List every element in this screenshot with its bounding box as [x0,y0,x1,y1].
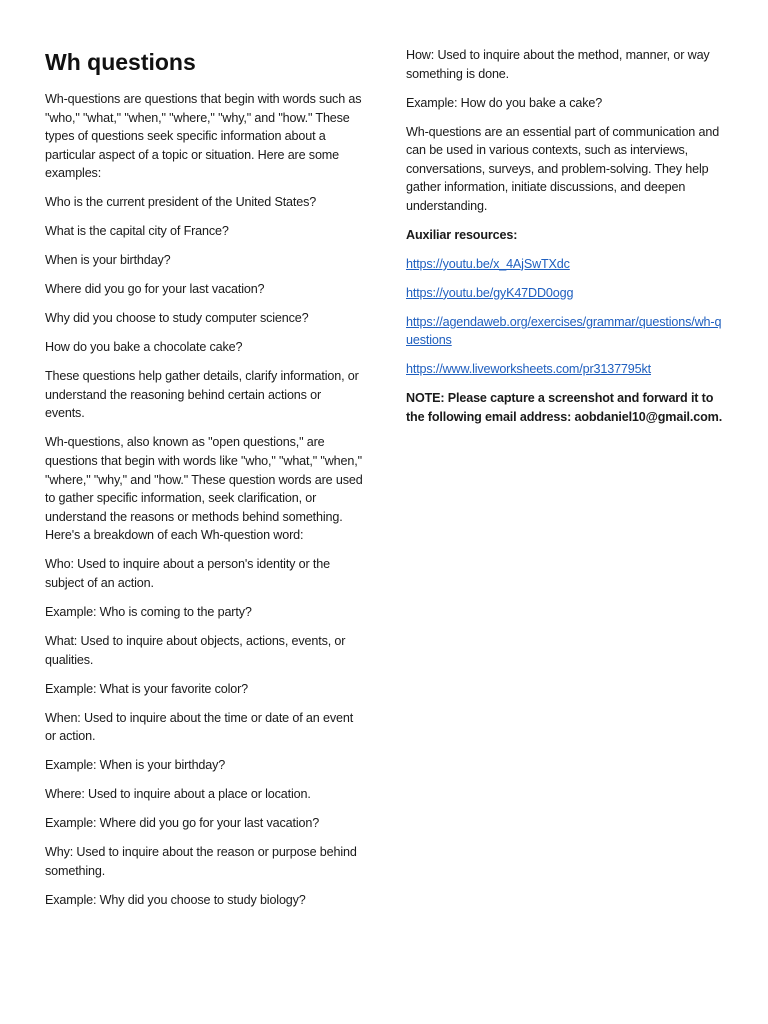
where-example: Example: Where did you go for your last vacation? [45,816,320,831]
how-example: Example: How do you bake a cake? [406,95,603,110]
where-definition: Where: Used to inquire about a place or location. [45,787,311,802]
resource-link-liveworksheets[interactable]: https://www.liveworksheets.com/pr3137795kt [406,362,651,377]
example-question: What is the capital city of France? [45,224,229,239]
page-title: Wh questions [45,49,196,75]
how-definition: How: Used to inquire about the method, manner, or way something is done. [406,48,710,81]
what-example: Example: What is your favorite color? [45,681,249,696]
when-definition: When: Used to inquire about the time or date of an event or action. [45,710,354,744]
intro-paragraph: Wh-questions are questions that begin with words such as "who," "what," "when," "where," "why," and "how." These types of questions seek specific information about a particular aspect of a topic or situation. Here are some examples: [45,92,362,181]
conclusion-paragraph: Wh-questions are an essential part of communication and can be used in various contexts, such as interviews, conversations, surveys, and problem-solving. They help gather information, initiate discussions, and deepen understanding. [406,124,720,213]
resource-item [406,284,726,303]
what-definition: What: Used to inquire about objects, actions, events, or qualities. [45,633,346,667]
right-column [406,46,726,437]
resource-item [406,313,726,350]
resource-link-youtube-1[interactable]: https://youtu.be/x_4AjSwTXdc [406,256,570,271]
example-question: Who is the current president of the United States? [45,195,317,210]
open-questions-paragraph: Wh-questions, also known as "open questions," are questions that begin with words like "who," "what," "when," "where," "why," and "how." These question words are used to gather specific information, seek clarification, or understand the reasons or methods behind something. Here's a breakdown of each Wh-question word: [45,435,363,543]
who-definition: Who: Used to inquire about a person's identity or the subject of an action. [45,557,330,590]
who-example: Example: Who is coming to the party? [45,604,252,619]
when-example: Example: When is your birthday? [45,758,226,773]
left-column [45,46,363,920]
note-text: NOTE: Please capture a screenshot and forward it to the following email address: aobdaniel10@gmail.com. [406,391,723,425]
summary-paragraph: These questions help gather details, clarify information, or understand the reasoning behind certain actions or events. [45,369,359,421]
why-example: Example: Why did you choose to study biology? [45,892,306,907]
why-definition: Why: Used to inquire about the reason or purpose behind something. [45,845,357,878]
example-question: Where did you go for your last vacation? [45,282,265,297]
resource-item [406,255,726,274]
example-question: How do you bake a chocolate cake? [45,340,243,355]
resource-link-youtube-2[interactable]: https://youtu.be/gyK47DD0ogg [406,285,574,300]
resource-link-agendaweb[interactable]: https://agendaweb.org/exercises/grammar/questions/wh-questions [406,314,722,348]
example-question: Why did you choose to study computer science? [45,311,309,326]
resource-item [406,360,726,379]
example-question: When is your birthday? [45,253,171,268]
resources-heading: Auxiliar resources: [406,227,518,242]
